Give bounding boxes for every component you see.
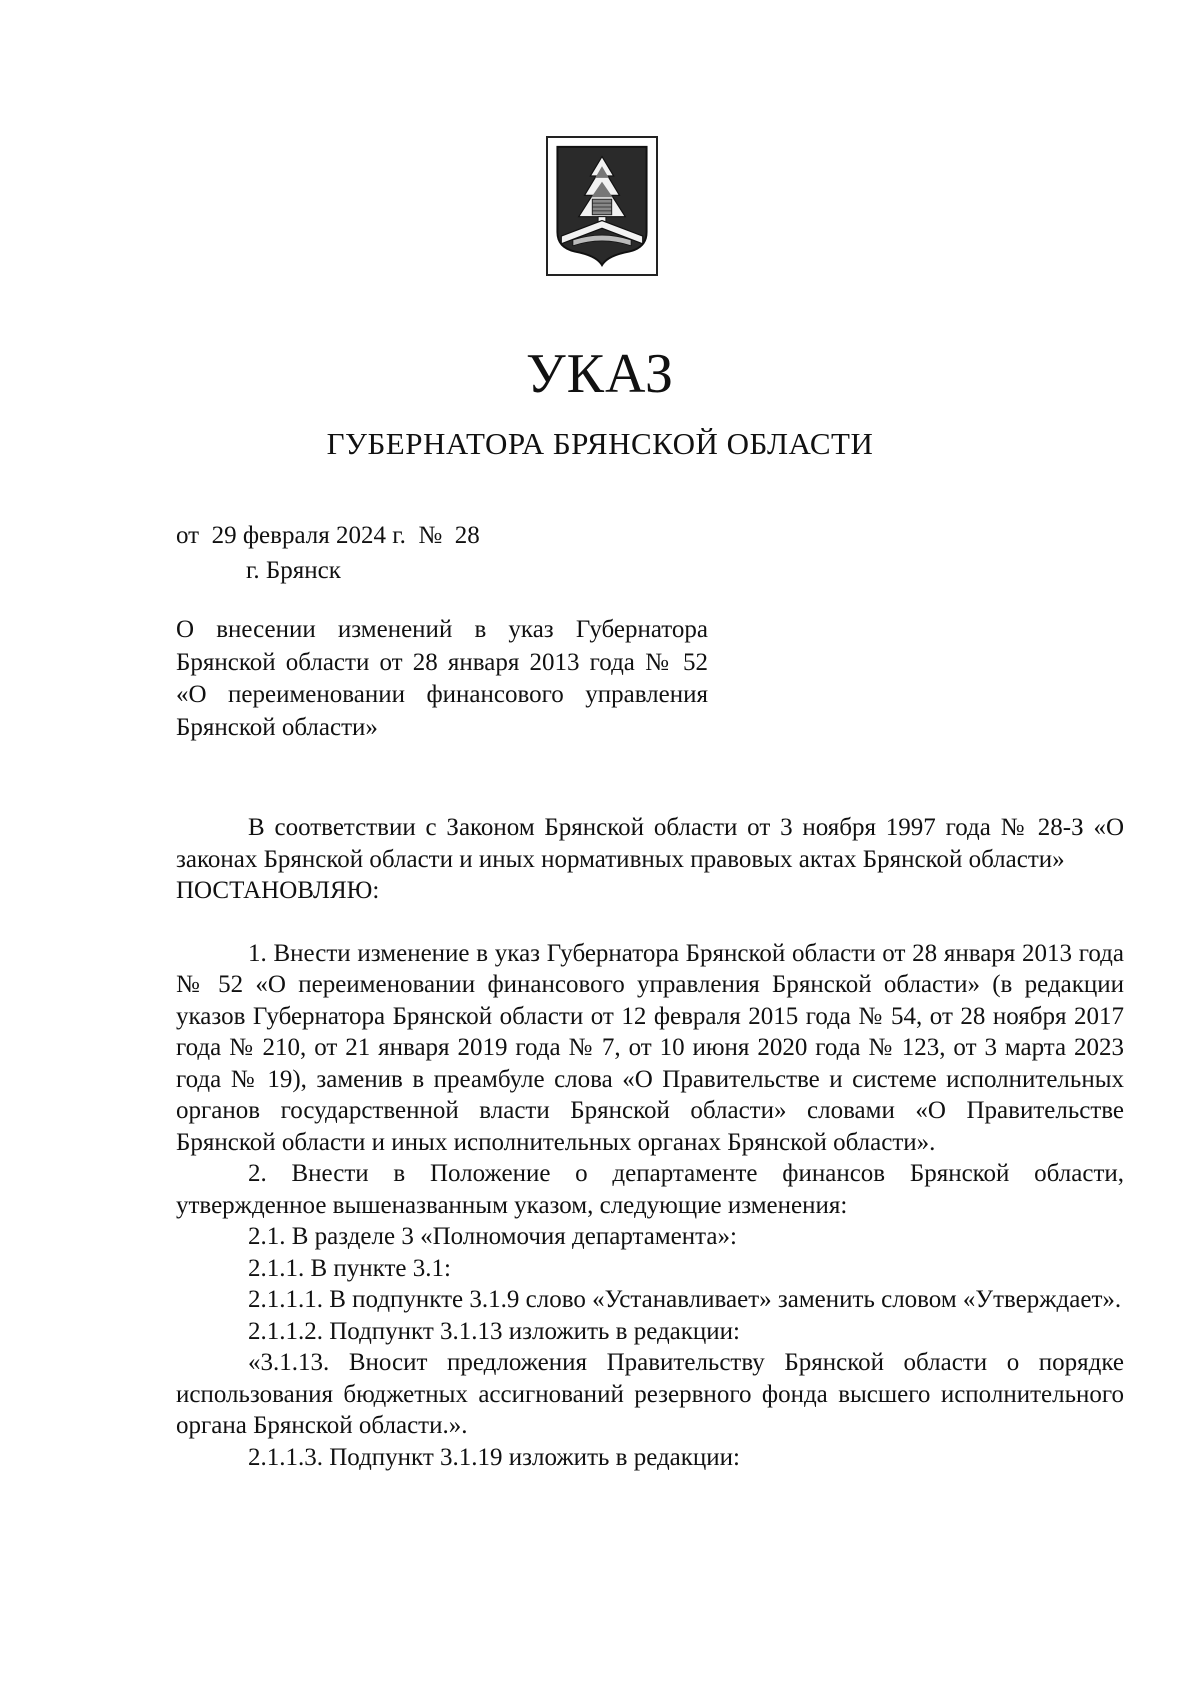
city-line: г. Брянск (246, 557, 341, 584)
decree-word: ПОСТАНОВЛЯЮ: (176, 877, 380, 904)
quoted-subclause-3-1-13: «3.1.13. Вносит предложения Правительству Брянской области о порядке использования бюджетных ассигнований резервного фонда высшего исполнительного органа Брянской области.». (176, 1349, 1124, 1439)
clause-2-1-1-1: 2.1.1.1. В подпункте 3.1.9 слово «Устанавливает» заменить словом «Утверждает». (248, 1286, 1122, 1313)
preamble-paragraph: В соответствии с Законом Брянской области от 3 ноября 1997 года № 28-З «О законах Брянской области и иных нормативных правовых актах Брянской области» (176, 814, 1124, 873)
clause-2-1-1-2: 2.1.1.2. Подпункт 3.1.13 изложить в редакции: (248, 1317, 741, 1345)
clause-2-1-1-3: 2.1.1.3. Подпункт 3.1.19 изложить в редакции: (248, 1443, 741, 1471)
document-subject: О внесении изменений в указ Губернатора Брянской области от 28 января 2013 года № 52 «О переименовании финансового управления Брянской области» (176, 616, 708, 741)
date-number-line: от 29 февраля 2024 г. № 28 (176, 522, 480, 549)
clause-2-1: 2.1. В разделе 3 «Полномочия департамента»: (248, 1223, 737, 1250)
document-body (176, 812, 1124, 1473)
clause-2: 2. Внести в Положение о департаменте финансов Брянской области, утвержденное вышеназванным указом, следующие изменения: (176, 1160, 1124, 1219)
spacer (176, 907, 1124, 938)
document-title: УКАЗ (525, 343, 675, 405)
document-subtitle: ГУБЕРНАТОРА БРЯНСКОЙ ОБЛАСТИ (326, 426, 874, 461)
coat-of-arms-icon (546, 136, 658, 276)
clause-2-1-1: 2.1.1. В пункте 3.1: (248, 1254, 451, 1282)
clause-1: 1. Внести изменение в указ Губернатора Брянской области от 28 января 2013 года № 52 «О переименовании финансового управления Брянской области» (в редакции указов Губернатора Брянской области от 12 февраля 2015 года № 54, от 28 ноября 2017 года № 210, от 21 января 2019 года № 7, от 10 июня 2020 года № 123, от 3 марта 2023 года № 19), заменив в преамбуле слова «О Правительстве и системе исполнительных органов государственной власти Брянской области» словами «О Правительстве Брянской области и иных исполнительных органах Брянской области». (176, 939, 1124, 1156)
